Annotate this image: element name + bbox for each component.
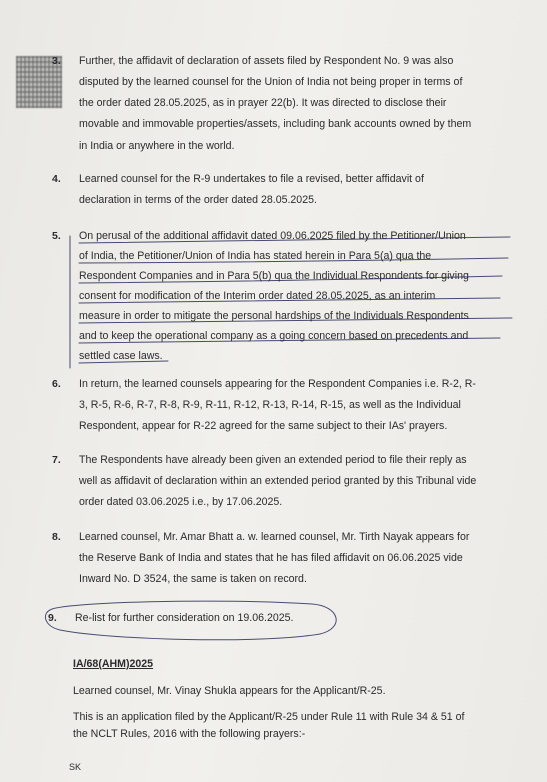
paragraph-line: Learned counsel for the R-9 undertakes to file a revised, better affidavit of: [79, 173, 424, 185]
paragraph-line: Respondent Companies and in Para 5(b) qua the Individual Respondents for giving: [79, 270, 469, 282]
paragraph-line: Inward No. D 3524, the same is taken on record.: [79, 573, 307, 585]
paragraph-line: order dated 03.06.2025 i.e., by 17.06.2025.: [79, 496, 283, 508]
paragraph-line: Respondent, appear for R-22 agreed for the same subject to their IAs' prayers.: [79, 420, 448, 432]
paragraph-line: consent for modification of the Interim order dated 28.05.2025, as an interim: [79, 290, 436, 302]
paragraph-line: Learned counsel, Mr. Amar Bhatt a. w. learned counsel, Mr. Tirth Nayak appears for: [79, 531, 470, 543]
paragraph-number: 8.: [52, 531, 61, 543]
paragraph-line: settled case laws.: [79, 350, 163, 362]
paragraph-number: 5.: [52, 230, 61, 242]
paragraph-line: and to keep the operational company as a going concern based on precedents and: [79, 330, 469, 342]
paragraph-line: movable and immovable properties/assets, including bank accounts owned by them: [79, 118, 472, 130]
ia-heading: IA/68(AHM)2025: [73, 658, 154, 670]
paragraph-line: declaration in terms of the order dated 28.05.2025.: [79, 194, 317, 206]
ia-body-line: This is an application filed by the Applicant/R-25 under Rule 11 with Rule 34 & 51 of: [73, 711, 465, 723]
paragraph-line: 3, R-5, R-6, R-7, R-8, R-9, R-11, R-12, R-13, R-14, R-15, as well as the Individual: [79, 399, 461, 411]
ia-body-line: the NCLT Rules, 2016 with the following prayers:-: [73, 728, 306, 740]
paragraph-line: the Reserve Bank of India and states that he has filed affidavit on 06.06.2025 vide: [79, 552, 463, 564]
paragraph-number: 9.: [48, 612, 57, 624]
paragraph-line: Further, the affidavit of declaration of assets filed by Respondent No. 9 was also: [79, 55, 454, 67]
paragraph-number: 3.: [52, 55, 61, 67]
initials: SK: [69, 762, 82, 772]
paragraph-line: On perusal of the additional affidavit dated 09.06.2025 filed by the Petitioner/Union: [79, 230, 466, 242]
paragraph-line: disputed by the learned counsel for the Union of India not being proper in terms of: [79, 76, 463, 88]
paragraph-number: 6.: [52, 378, 61, 390]
paragraph-line: measure in order to mitigate the personal hardships of the Individuals Respondents: [79, 310, 469, 322]
paragraph-line: The Respondents have already been given an extended period to file their reply as: [79, 454, 467, 466]
ia-appearance: Learned counsel, Mr. Vinay Shukla appears for the Applicant/R-25.: [73, 685, 386, 697]
paragraph-number: 7.: [52, 454, 61, 466]
paragraph-line: Re-list for further consideration on 19.06.2025.: [75, 612, 294, 624]
paragraph-line: In return, the learned counsels appearing for the Respondent Companies i.e. R-2, R-: [79, 378, 476, 390]
paragraph-number: 4.: [52, 173, 61, 185]
paragraph-line: well as affidavit of declaration within an extended period granted by this Tribunal vide: [79, 475, 477, 487]
paragraph-line: the order dated 28.05.2025, as in prayer 22(b). It was directed to disclose their: [79, 97, 447, 109]
paragraph-line: of India, the Petitioner/Union of India has stated herein in Para 5(a) qua the: [79, 250, 432, 262]
paragraph-line: in India or anywhere in the world.: [79, 140, 235, 152]
